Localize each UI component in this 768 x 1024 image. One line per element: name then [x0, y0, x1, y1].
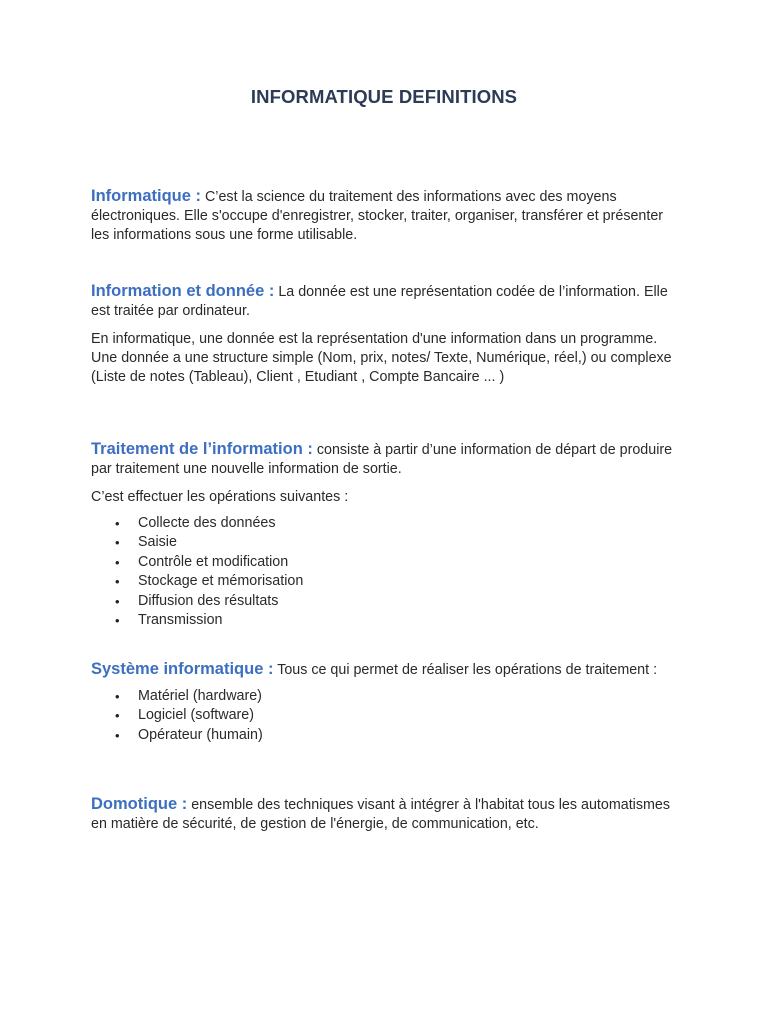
section-information-donnee: [91, 282, 681, 387]
bullet-icon: •: [115, 535, 120, 551]
definition-paragraph: [91, 282, 681, 321]
section-systeme-informatique: [91, 660, 681, 745]
bullet-icon: •: [115, 613, 120, 629]
bullet-icon: •: [115, 554, 120, 570]
explanation-paragraph: C’est effectuer les opérations suivantes :: [91, 489, 349, 505]
bullet-icon: •: [115, 516, 120, 531]
definition-text: Tous ce qui permet de réaliser les opérations de traitement :: [277, 662, 658, 678]
list-item: [91, 706, 681, 725]
bullet-icon: •: [115, 574, 120, 590]
list-item-text: Collecte des données: [138, 515, 276, 531]
term-heading: Système informatique :: [91, 660, 274, 678]
list-item-text: Stockage et mémorisation: [138, 573, 304, 590]
list-item-text: Saisie: [138, 534, 177, 551]
list-item-text: Opérateur (humain): [138, 726, 263, 743]
list-item-text: Diffusion des résultats: [138, 592, 279, 609]
definition-text: C’est la science du traitement des informations avec des moyens électroniques. Elle s'occupe d'enregistrer, stocker, traiter, organiser, transférer et présenter les informations sous une forme utilisable.: [91, 189, 664, 243]
definition-text: consiste à partir d’une information de départ de produire par traitement une nouvelle information de sortie.: [91, 442, 673, 477]
list-item: [91, 687, 681, 706]
components-list: [91, 687, 681, 745]
page-title: INFORMATIQUE DEFINITIONS: [250, 86, 518, 107]
bullet-icon: •: [115, 708, 120, 724]
definition-paragraph: [91, 660, 681, 680]
section-traitement: [91, 440, 681, 630]
definition-paragraph: [91, 795, 681, 834]
definition-paragraph: [91, 187, 681, 245]
term-heading: Traitement de l’information :: [91, 440, 313, 458]
term-heading: Domotique :: [91, 795, 188, 813]
operations-list: [91, 514, 681, 630]
list-item-text: Contrôle et modification: [138, 553, 289, 570]
list-item: [91, 611, 681, 630]
section-informatique: [91, 187, 681, 245]
term-heading: Information et donnée :: [91, 282, 275, 300]
list-item: [91, 572, 681, 591]
bullet-icon: •: [115, 593, 120, 609]
bullet-icon: •: [115, 727, 120, 743]
list-item: [91, 514, 681, 533]
term-heading: Informatique :: [91, 187, 201, 205]
list-item: [91, 726, 681, 745]
list-item: [91, 533, 681, 552]
list-item: [91, 592, 681, 611]
definition-text: ensemble des techniques visant à intégrer à l'habitat tous les automatismes en matière de sécurité, de gestion de l'énergie, de communication, etc.: [91, 797, 670, 832]
bullet-icon: •: [115, 689, 120, 704]
explanation-paragraph: En informatique, une donnée est la représentation d'une information dans un programme. Une donnée a une structure simple (Nom, prix, notes/ Texte, Numérique, réel,) ou complexe (Liste de notes (Tableau), Client , Etudiant , Compte Bancaire ... ): [91, 331, 672, 385]
list-item: [91, 553, 681, 572]
list-item-text: Matériel (hardware): [138, 688, 262, 704]
list-item-text: Logiciel (software): [138, 707, 255, 724]
section-domotique: [91, 795, 681, 834]
definition-paragraph: [91, 440, 681, 479]
list-item-text: Transmission: [138, 612, 223, 629]
definition-text: La donnée est une représentation codée de l’information. Elle est traitée par ordinateur.: [91, 284, 668, 319]
